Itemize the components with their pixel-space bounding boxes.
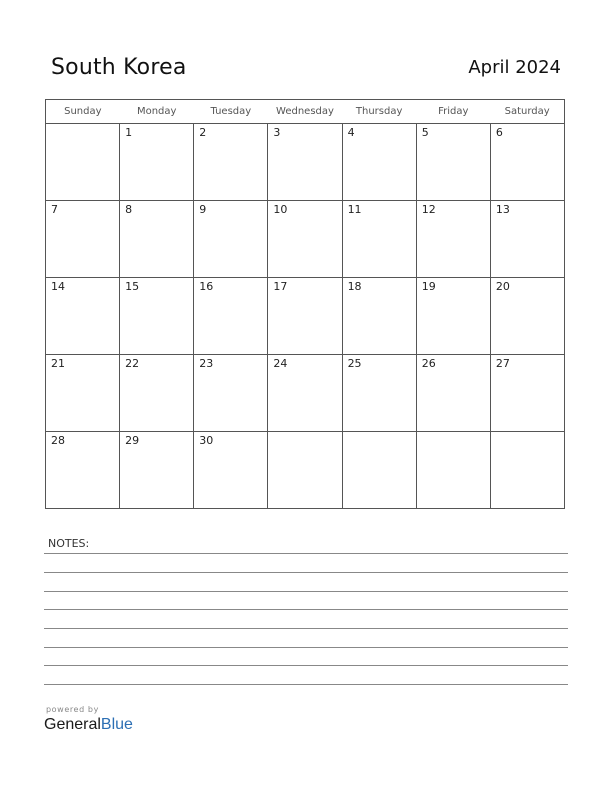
day-number: 2 [199, 126, 207, 139]
day-cell [416, 278, 490, 355]
weekday-header: Sunday [46, 100, 120, 124]
day-cell [490, 355, 564, 432]
day-cell [342, 124, 416, 201]
brand-part-blue: Blue [100, 716, 133, 733]
day-cell [416, 201, 490, 278]
day-number: 11 [347, 203, 362, 216]
day-number: 22 [125, 357, 140, 370]
day-number: 27 [495, 357, 510, 370]
weekday-header: Monday [120, 100, 194, 124]
day-number: 29 [125, 434, 140, 447]
day-cell [194, 201, 268, 278]
day-cell [120, 201, 194, 278]
day-cell [342, 432, 416, 509]
day-cell [46, 201, 120, 278]
day-number: 4 [347, 126, 355, 139]
day-number: 19 [421, 280, 436, 293]
day-cell [194, 355, 268, 432]
day-number: 7 [51, 203, 58, 216]
note-line [44, 628, 568, 629]
week-row [46, 124, 565, 201]
day-number: 6 [495, 126, 503, 139]
day-cell [490, 124, 564, 201]
week-row [46, 432, 565, 509]
generalblue-logo [44, 716, 133, 734]
notes-label: NOTES: [48, 537, 90, 550]
day-number: 15 [125, 280, 140, 293]
day-number: 25 [347, 357, 362, 370]
day-cell [342, 201, 416, 278]
day-cell [490, 278, 564, 355]
day-cell [416, 432, 490, 509]
day-number: 18 [347, 280, 362, 293]
weekday-header: Saturday [490, 100, 564, 124]
day-cell [416, 355, 490, 432]
day-number: 21 [51, 357, 65, 370]
day-number: 16 [199, 280, 214, 293]
day-cell [268, 278, 342, 355]
day-number [46, 124, 119, 126]
brand-part-general: General [44, 716, 101, 733]
day-cell [120, 278, 194, 355]
note-line [44, 684, 568, 685]
day-number: 13 [495, 203, 510, 216]
calendar-month-title: April 2024 [468, 57, 561, 78]
note-line [44, 665, 568, 666]
note-line [44, 609, 568, 610]
day-number: 26 [421, 357, 436, 370]
day-number: 30 [199, 434, 214, 447]
day-cell [120, 432, 194, 509]
day-cell [268, 355, 342, 432]
day-number: 23 [199, 357, 214, 370]
week-row [46, 201, 565, 278]
powered-by-text: powered by [46, 705, 99, 714]
day-cell [268, 432, 342, 509]
day-cell [46, 355, 120, 432]
day-number: 9 [199, 203, 207, 216]
day-number [268, 432, 341, 434]
day-number: 1 [125, 126, 133, 139]
day-number [417, 432, 490, 434]
day-cell [490, 432, 564, 509]
note-line [44, 572, 568, 573]
day-cell [490, 201, 564, 278]
day-cell [46, 278, 120, 355]
day-number: 24 [273, 357, 288, 370]
day-cell [120, 355, 194, 432]
day-cell [194, 432, 268, 509]
day-cell [46, 432, 120, 509]
day-cell [268, 124, 342, 201]
week-row [46, 355, 565, 432]
day-number: 5 [421, 126, 429, 139]
day-number: 8 [125, 203, 133, 216]
day-cell [194, 278, 268, 355]
month-calendar-grid [45, 99, 565, 509]
note-line [44, 591, 568, 592]
weekday-header-row [46, 100, 565, 124]
day-number [491, 432, 564, 434]
day-number [343, 432, 416, 434]
day-number: 28 [51, 434, 65, 447]
weekday-header: Friday [416, 100, 490, 124]
weekday-header: Tuesday [194, 100, 268, 124]
day-cell [342, 355, 416, 432]
day-number: 10 [273, 203, 288, 216]
weekday-header: Thursday [342, 100, 416, 124]
note-line [44, 553, 568, 554]
day-cell [268, 201, 342, 278]
day-cell [342, 278, 416, 355]
day-cell [416, 124, 490, 201]
week-row [46, 278, 565, 355]
day-cell [194, 124, 268, 201]
day-number: 12 [421, 203, 436, 216]
day-cell [46, 124, 120, 201]
day-number: 20 [495, 280, 510, 293]
calendar-country-title: South Korea [51, 55, 187, 80]
weekday-header: Wednesday [268, 100, 342, 124]
day-number: 17 [273, 280, 288, 293]
day-number: 3 [273, 126, 281, 139]
day-cell [120, 124, 194, 201]
day-number: 14 [51, 280, 65, 293]
note-line [44, 647, 568, 648]
